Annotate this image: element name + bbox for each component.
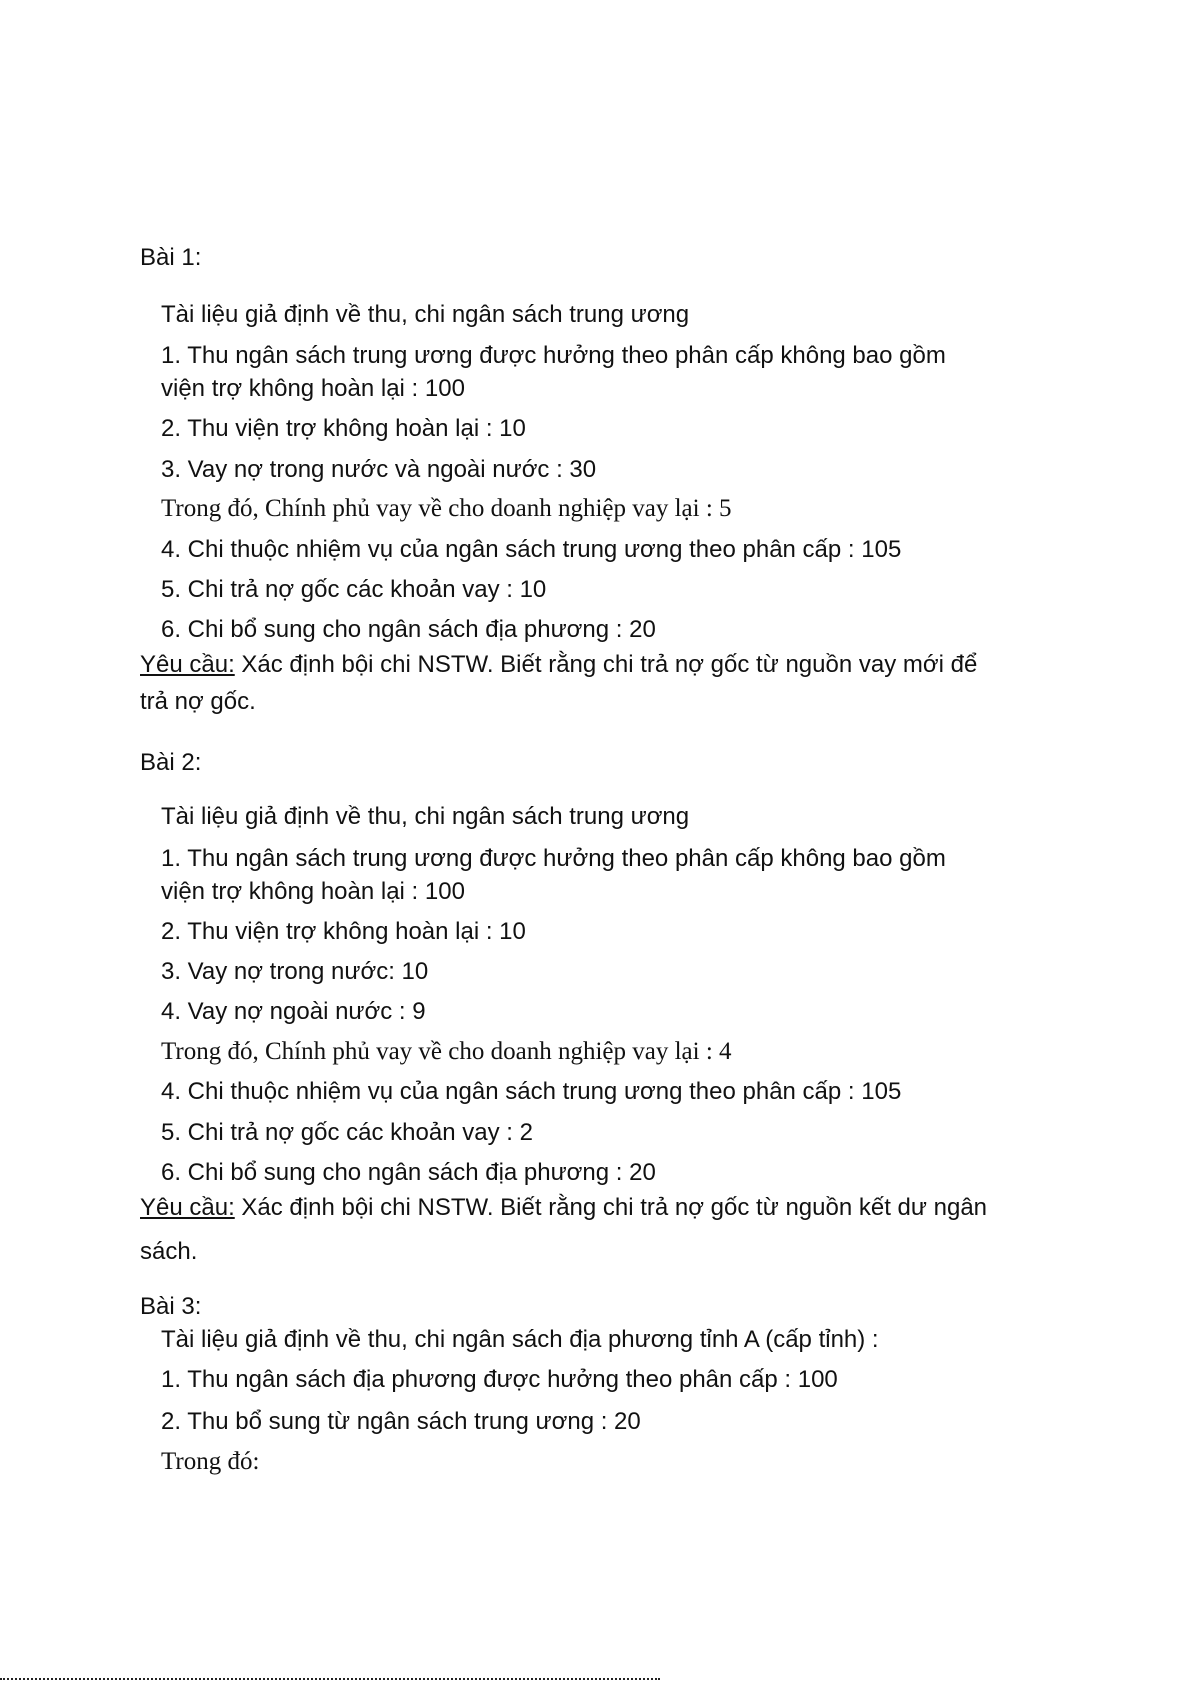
exercise-1-item: Trong đó, Chính phủ vay về cho doanh nghiệp vay lại : 5 (161, 495, 732, 522)
exercise-3-item: 1. Thu ngân sách địa phương được hưởng theo phân cấp : 100 (161, 1366, 838, 1393)
exercise-3-item: 2. Thu bổ sung từ ngân sách trung ương : 20 (161, 1408, 641, 1435)
exercise-1-item: 2. Thu viện trợ không hoàn lại : 10 (161, 415, 526, 442)
exercise-2-item: 2. Thu viện trợ không hoàn lại : 10 (161, 918, 526, 945)
exercise-1-requirement-cont: trả nợ gốc. (140, 688, 256, 715)
exercise-1-item: 4. Chi thuộc nhiệm vụ của ngân sách trung ương theo phân cấp : 105 (161, 536, 902, 563)
exercise-1-item: 5. Chi trả nợ gốc các khoản vay : 10 (161, 576, 547, 603)
exercise-2-item: Trong đó, Chính phủ vay về cho doanh nghiệp vay lại : 4 (161, 1038, 732, 1065)
exercise-1-item: 1. Thu ngân sách trung ương được hưởng theo phân cấp không bao gồm (161, 342, 946, 369)
exercise-3-title: Bài 3: (140, 1293, 202, 1320)
exercise-1-item: 6. Chi bổ sung cho ngân sách địa phương : 20 (161, 616, 656, 643)
requirement-text: Xác định bội chi NSTW. Biết rằng chi trả nợ gốc từ nguồn vay mới để (234, 651, 978, 678)
exercise-2-title: Bài 2: (140, 749, 202, 776)
exercise-2-item: 4. Vay nợ ngoài nước : 9 (161, 998, 426, 1025)
exercise-2-item: 4. Chi thuộc nhiệm vụ của ngân sách trung ương theo phân cấp : 105 (161, 1078, 902, 1105)
exercise-1-title: Bài 1: (140, 244, 202, 271)
exercise-2-item: 5. Chi trả nợ gốc các khoản vay : 2 (161, 1119, 533, 1146)
page-bottom-rule (0, 1678, 660, 1680)
exercise-2-item: 6. Chi bổ sung cho ngân sách địa phương : 20 (161, 1159, 656, 1186)
exercise-2-requirement-cont: sách. (140, 1238, 198, 1265)
exercise-2-item: 3. Vay nợ trong nước: 10 (161, 958, 429, 985)
exercise-1-item: 3. Vay nợ trong nước và ngoài nước : 30 (161, 456, 597, 483)
exercise-1-intro: Tài liệu giả định về thu, chi ngân sách trung ương (161, 301, 690, 328)
requirement-text: Xác định bội chi NSTW. Biết rằng chi trả nợ gốc từ nguồn kết dư ngân (234, 1194, 988, 1221)
exercise-2-intro: Tài liệu giả định về thu, chi ngân sách trung ương (161, 803, 690, 830)
exercise-2-item: viện trợ không hoàn lại : 100 (161, 878, 465, 905)
exercise-1-item: viện trợ không hoàn lại : 100 (161, 375, 465, 402)
exercise-3-item: Trong đó: (161, 1448, 260, 1475)
requirement-label: Yêu cầu: (140, 1194, 235, 1221)
exercise-2-requirement (140, 1193, 987, 1223)
requirement-label: Yêu cầu: (140, 651, 235, 678)
exercise-2-item: 1. Thu ngân sách trung ương được hưởng theo phân cấp không bao gồm (161, 845, 946, 872)
exercise-3-intro: Tài liệu giả định về thu, chi ngân sách địa phương tỉnh A (cấp tỉnh) : (161, 1326, 879, 1353)
exercise-1-requirement (140, 650, 977, 680)
